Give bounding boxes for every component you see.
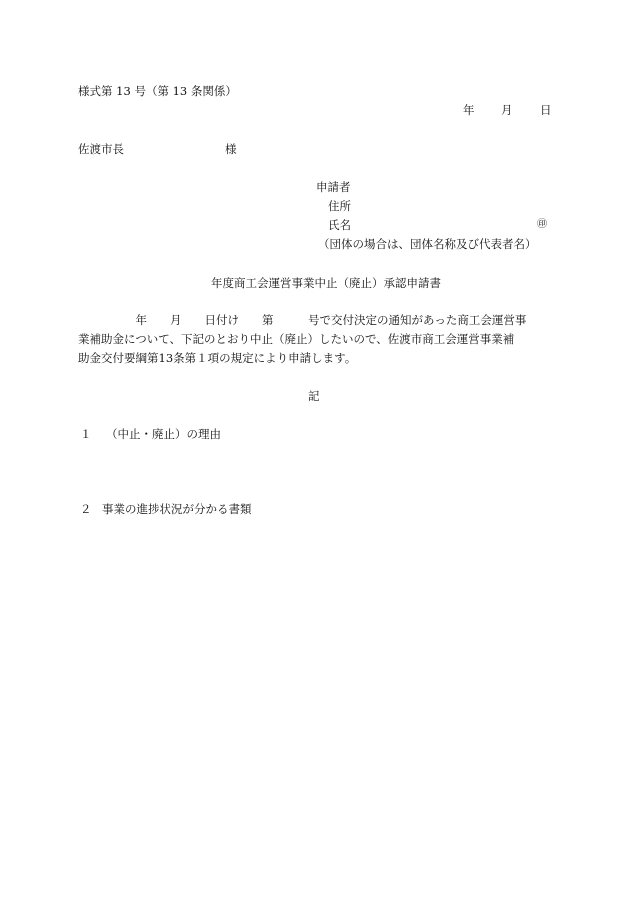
body-line: 助金交付要綱第13条第１項の規定により申請します。: [78, 351, 357, 365]
item-number: ２: [80, 502, 92, 516]
date-year: 年: [463, 103, 475, 117]
addressee-name: 佐渡市長: [78, 142, 124, 156]
applicant-address-label: 住所: [328, 199, 351, 213]
item-number: １: [80, 427, 92, 441]
form-number-label: 様式第 13 号（第 13 条関係）: [78, 84, 237, 98]
addressee-honorific: 様: [225, 142, 237, 156]
applicant-note: （団体の場合は、団体名称及び代表者名）: [318, 237, 537, 251]
item-text: 事業の進捗状況が分かる書類: [102, 502, 252, 516]
list-item: [80, 502, 252, 516]
applicant-name-label: 氏名: [328, 218, 351, 232]
body-paragraph: [78, 311, 556, 368]
document-title: 年度商工会運営事業中止（廃止）承認申請書: [211, 276, 441, 290]
date-month: 月: [501, 103, 513, 117]
applicant-heading: 申請者: [316, 180, 351, 194]
list-item: [80, 427, 221, 441]
body-line: 業補助金について、下記のとおり中止（廃止）したいので、佐渡市商工会運営事業補: [78, 332, 515, 346]
ki-heading: 記: [308, 389, 320, 403]
seal-mark: ㊞: [537, 219, 547, 230]
date-day: 日: [540, 103, 552, 117]
item-text: （中止・廃止）の理由: [106, 427, 221, 441]
body-line: 年 月 日付け 第 号で交付決定の通知があった商工会運営事: [78, 313, 527, 327]
